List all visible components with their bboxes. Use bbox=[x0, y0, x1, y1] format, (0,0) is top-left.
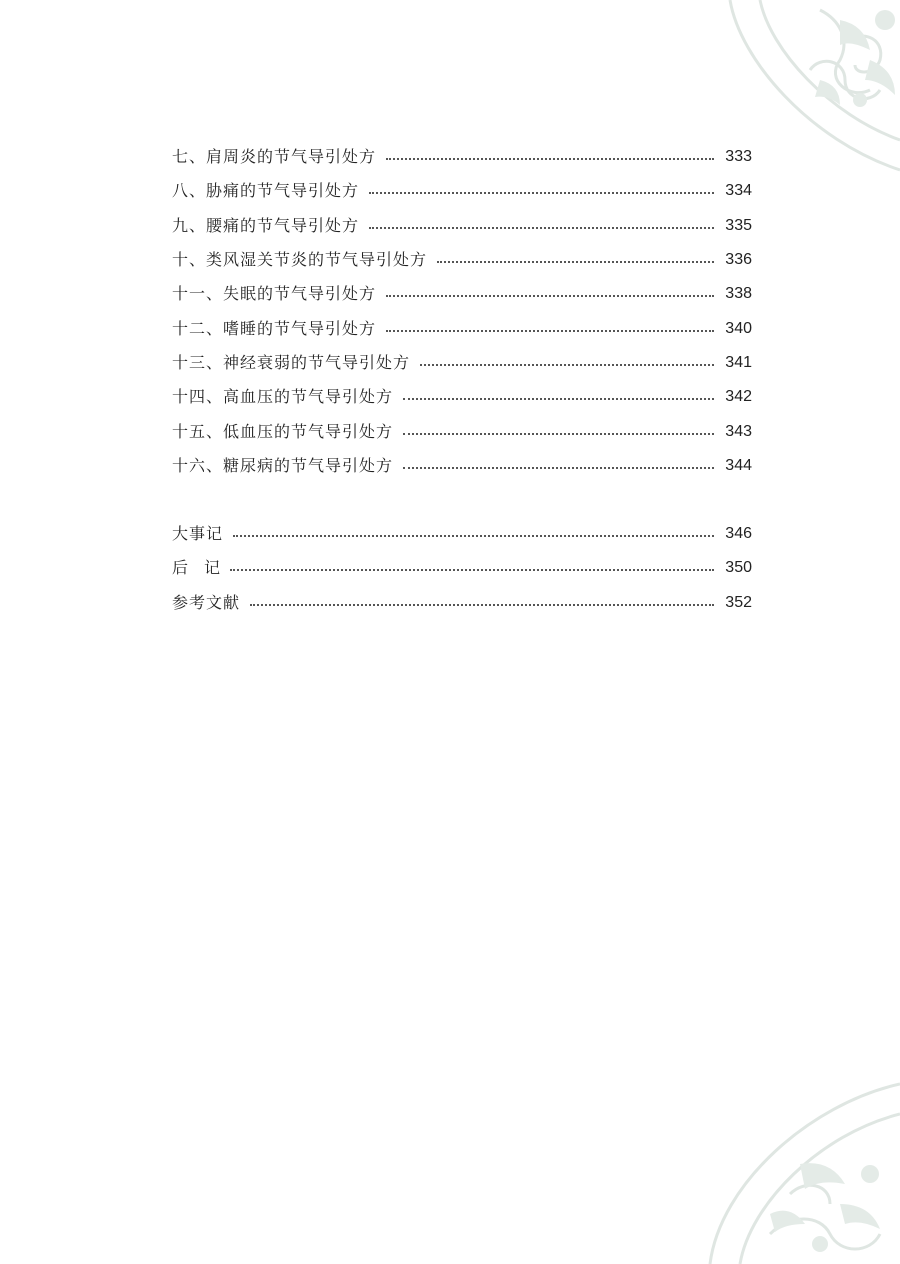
toc-entry-chronicle[interactable] bbox=[172, 517, 752, 551]
toc-entry-page: 350 bbox=[725, 559, 752, 577]
toc-entry-title: 后 记 bbox=[172, 558, 221, 578]
dot-leader bbox=[386, 330, 714, 332]
toc-entry[interactable] bbox=[172, 380, 752, 414]
toc-entry-page: 336 bbox=[725, 251, 752, 269]
toc-entry-page: 346 bbox=[725, 525, 752, 543]
toc-entry-title: 八、胁痛的节气导引处方 bbox=[172, 181, 360, 201]
dot-leader bbox=[230, 569, 714, 571]
dot-leader bbox=[250, 604, 714, 606]
toc-entry-page: 344 bbox=[725, 456, 752, 474]
toc-entry-page: 334 bbox=[725, 182, 752, 200]
toc-entry-page: 352 bbox=[725, 593, 752, 611]
toc-entry-title: 九、腰痛的节气导引处方 bbox=[172, 215, 360, 235]
toc-entry-page: 341 bbox=[725, 353, 752, 371]
dot-leader bbox=[386, 295, 714, 297]
table-of-contents bbox=[172, 140, 752, 620]
toc-entry-title: 十二、嗜睡的节气导引处方 bbox=[172, 318, 377, 338]
appendix-entries bbox=[172, 517, 752, 620]
toc-entry-title: 十四、高血压的节气导引处方 bbox=[172, 387, 394, 407]
dot-leader bbox=[403, 433, 714, 435]
toc-entry-afterword[interactable] bbox=[172, 551, 752, 585]
chapter-entries bbox=[172, 140, 752, 483]
toc-entry-title: 七、肩周炎的节气导引处方 bbox=[172, 147, 377, 167]
toc-entry-page: 335 bbox=[725, 216, 752, 234]
toc-entry[interactable] bbox=[172, 346, 752, 380]
toc-entry[interactable] bbox=[172, 243, 752, 277]
toc-entry-page: 338 bbox=[725, 285, 752, 303]
toc-entry-page: 333 bbox=[725, 148, 752, 166]
dot-leader bbox=[369, 192, 714, 194]
toc-entry-title: 大事记 bbox=[172, 524, 224, 544]
toc-entry-title: 参考文献 bbox=[172, 592, 241, 612]
dot-leader bbox=[437, 261, 714, 263]
toc-entry-title: 十一、失眠的节气导引处方 bbox=[172, 284, 377, 304]
toc-entry-page: 340 bbox=[725, 319, 752, 337]
dot-leader bbox=[403, 398, 714, 400]
toc-entry[interactable] bbox=[172, 140, 752, 174]
dot-leader bbox=[420, 364, 714, 366]
toc-entry[interactable] bbox=[172, 174, 752, 208]
toc-entry[interactable] bbox=[172, 449, 752, 483]
dot-leader bbox=[403, 467, 714, 469]
toc-entry-page: 343 bbox=[725, 422, 752, 440]
toc-entry-title: 十五、低血压的节气导引处方 bbox=[172, 421, 394, 441]
toc-entry-title: 十三、神经衰弱的节气导引处方 bbox=[172, 352, 411, 372]
dot-leader bbox=[386, 158, 714, 160]
dot-leader bbox=[369, 227, 714, 229]
toc-entry-references[interactable] bbox=[172, 586, 752, 620]
toc-entry[interactable] bbox=[172, 209, 752, 243]
toc-entry[interactable] bbox=[172, 311, 752, 345]
toc-entry-page: 342 bbox=[725, 388, 752, 406]
dragon-ornament-bottom-icon bbox=[670, 1054, 900, 1264]
dot-leader bbox=[233, 535, 714, 537]
toc-entry-title: 十、类风湿关节炎的节气导引处方 bbox=[172, 250, 428, 270]
toc-entry[interactable] bbox=[172, 277, 752, 311]
toc-entry[interactable] bbox=[172, 414, 752, 448]
toc-entry-title: 十六、糖尿病的节气导引处方 bbox=[172, 455, 394, 475]
